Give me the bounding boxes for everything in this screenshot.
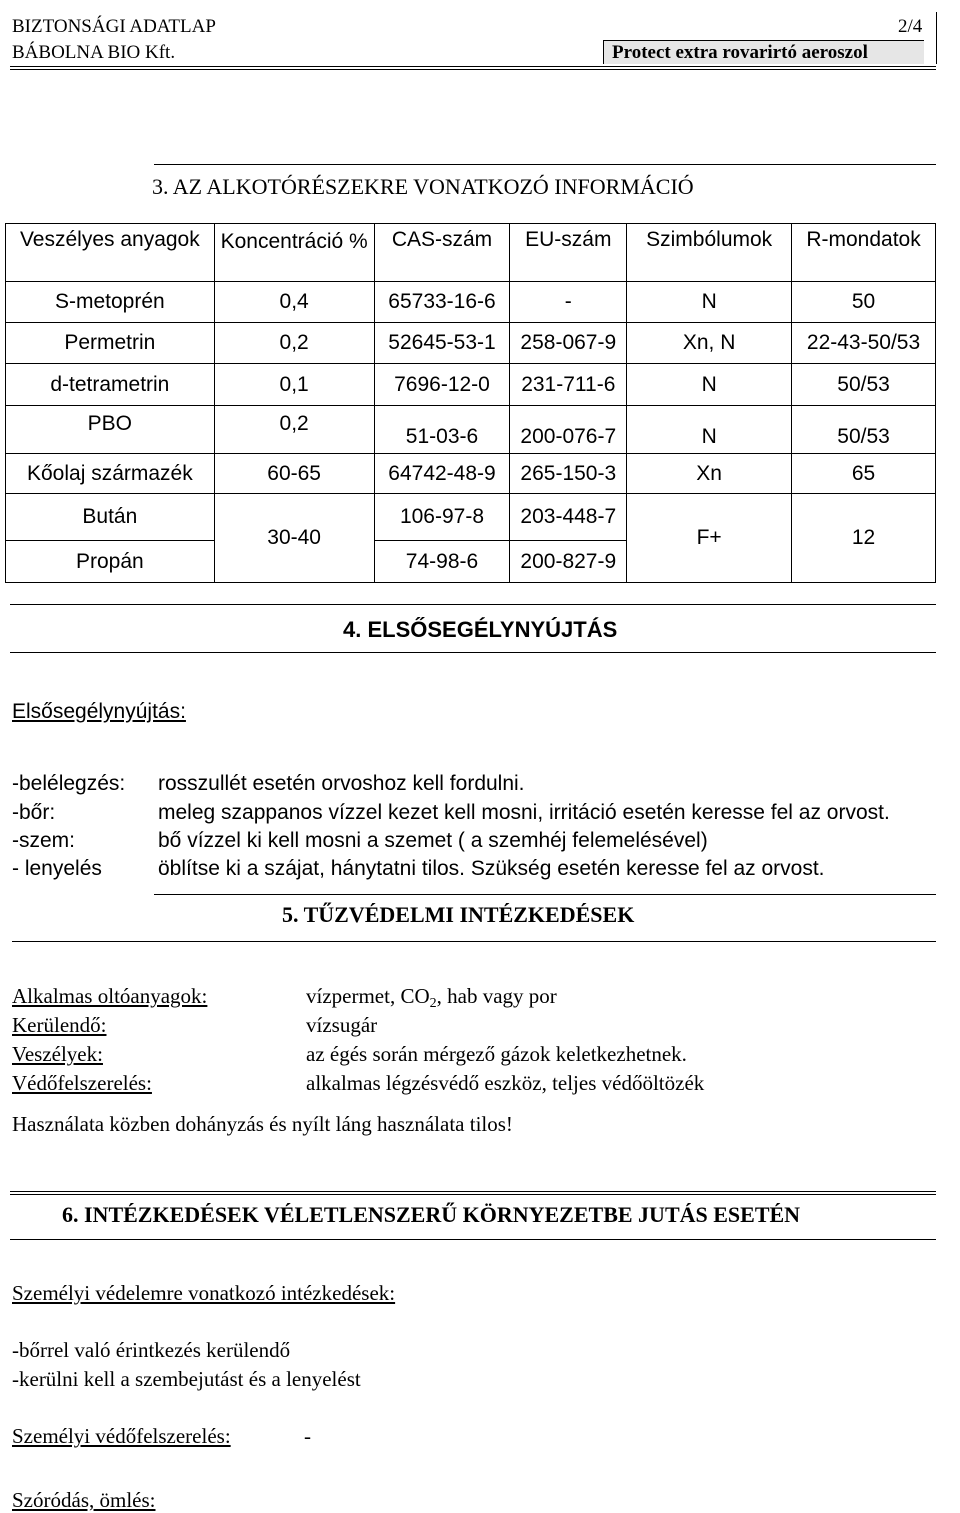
table-row [6, 323, 936, 364]
first-aid-text: meleg szappanos vízzel kezet kell mosni, irritáció esetén keresse fel az orvost. [158, 801, 890, 824]
cell-eu: 200-827-9 [510, 541, 627, 583]
cell-r: 50/53 [792, 364, 936, 406]
column-header: EU-szám [510, 224, 627, 282]
table-row [6, 282, 936, 323]
table-row [6, 454, 936, 494]
cell-eu: 258-067-9 [510, 323, 627, 364]
first-aid-text: bő vízzel ki kell mosni a szemet ( a szemhéj felemelésével) [158, 829, 708, 852]
fire-label: Veszélyek: [12, 1042, 103, 1066]
document-title: BIZTONSÁGI ADATLAP [12, 16, 216, 37]
first-aid-text: rosszullét esetén orvoshoz kell fordulni. [158, 772, 525, 795]
cell-concentration: 60-65 [214, 454, 374, 494]
section6-title: 6. INTÉZKEDÉSEK VÉLETLENSZERŰ KÖRNYEZETBE JUTÁS ESETÉN [62, 1202, 801, 1227]
cell-concentration: 0,4 [214, 282, 374, 323]
cell-cas: 51-03-6 [374, 406, 510, 454]
section5-underline [12, 941, 936, 942]
cell-symbol: F+ [627, 494, 792, 583]
column-header: Szimbólumok [627, 224, 792, 282]
first-aid-text: öblítse ki a szájat, hánytatni tilos. Szükség esetén keresse fel az orvost. [158, 857, 825, 880]
cell-concentration: 0,1 [214, 364, 374, 406]
cell-symbol: Xn, N [627, 323, 792, 364]
cell-substance: d-tetrametrin [6, 364, 215, 406]
column-header: CAS-szám [374, 224, 510, 282]
first-aid-label: -bőr: [12, 801, 56, 824]
fire-label: Alkalmas oltóanyagok: [12, 984, 208, 1008]
cell-r: 50 [792, 282, 936, 323]
header-border [936, 12, 937, 64]
first-aid-label: -belélegzés: [12, 772, 126, 795]
section5-rule [154, 894, 936, 895]
cell-eu: 265-150-3 [510, 454, 627, 494]
fire-text: vízpermet, $CO_2$, hab vagy por [306, 984, 557, 1011]
section4-rule [10, 604, 936, 605]
company-name: BÁBOLNA BIO Kft. [12, 42, 176, 63]
page-number: 2/4 [898, 16, 923, 37]
first-aid-label: -szem: [12, 829, 75, 852]
composition-table [5, 223, 936, 583]
section4-underline [10, 652, 936, 653]
cell-substance: Kőolaj származék [6, 454, 215, 494]
cell-substance: Bután [6, 494, 215, 541]
cell-concentration: 0,2 [214, 323, 374, 364]
table-row [6, 494, 936, 541]
fire-text: alkalmas légzésvédő eszköz, teljes védőöltözék [306, 1071, 705, 1095]
section3-rule [154, 164, 936, 165]
section6-underline [10, 1239, 936, 1240]
product-name: Protect extra rovarirtó aeroszol [603, 40, 924, 64]
cell-eu: 203-448-7 [510, 494, 627, 541]
cell-eu: - [510, 282, 627, 323]
cell-cas: 106-97-8 [374, 494, 510, 541]
fire-text: az égés során mérgező gázok keletkezhetnek. [306, 1042, 687, 1066]
spill-heading: Szóródás, ömlés: [12, 1488, 156, 1512]
cell-symbol: N [627, 364, 792, 406]
cell-substance: S-metoprén [6, 282, 215, 323]
personal-measures-heading: Személyi védelemre vonatkozó intézkedések: [12, 1281, 396, 1305]
cell-r: 22-43-50/53 [792, 323, 936, 364]
measure-line: -kerülni kell a szembejutást és a lenyelést [12, 1367, 361, 1391]
column-header: Veszélyes anyagok [6, 224, 215, 282]
table-header-row [6, 224, 936, 282]
cell-cas: 74-98-6 [374, 541, 510, 583]
cell-cas: 65733-16-6 [374, 282, 510, 323]
cell-cas: 52645-53-1 [374, 323, 510, 364]
cell-r: 65 [792, 454, 936, 494]
section5-title: 5. TŰZVÉDELMI INTÉZKEDÉSEK [282, 902, 635, 927]
cell-concentration: 0,2 [214, 406, 374, 454]
cell-eu: 200-076-7 [510, 406, 627, 454]
fire-label: Kerülendő: [12, 1013, 107, 1037]
section4-title: 4. ELSŐSEGÉLYNYÚJTÁS [343, 617, 618, 642]
cell-substance: Propán [6, 541, 215, 583]
cell-concentration: 30-40 [214, 494, 374, 583]
cell-cas: 7696-12-0 [374, 364, 510, 406]
cell-eu: 231-711-6 [510, 364, 627, 406]
cell-r: 50/53 [792, 406, 936, 454]
section6-rule [10, 1191, 936, 1195]
cell-symbol: N [627, 282, 792, 323]
column-header: Koncentráció % [214, 224, 374, 282]
cell-symbol: N [627, 406, 792, 454]
table-row [6, 364, 936, 406]
cell-symbol: Xn [627, 454, 792, 494]
ppe-value: - [304, 1424, 311, 1448]
section3-title: 3. AZ ALKOTÓRÉSZEKRE VONATKOZÓ INFORMÁCIÓ [152, 174, 694, 199]
fire-label: Védőfelszerelés: [12, 1071, 152, 1095]
cell-substance: Permetrin [6, 323, 215, 364]
first-aid-label: - lenyelés [12, 857, 102, 880]
cell-r: 12 [792, 494, 936, 583]
table-row [6, 406, 936, 454]
first-aid-subheading: Elsősegélynyújtás: [12, 700, 186, 723]
cell-cas: 64742-48-9 [374, 454, 510, 494]
ppe-label: Személyi védőfelszerelés: [12, 1424, 231, 1448]
fire-text: vízsugár [306, 1013, 378, 1037]
fire-safety-note: Használata közben dohányzás és nyílt láng használata tilos! [12, 1112, 513, 1136]
column-header: R-mondatok [792, 224, 936, 282]
measure-line: -bőrrel való érintkezés kerülendő [12, 1338, 291, 1362]
header-divider [10, 66, 936, 70]
cell-substance: PBO [6, 406, 215, 454]
